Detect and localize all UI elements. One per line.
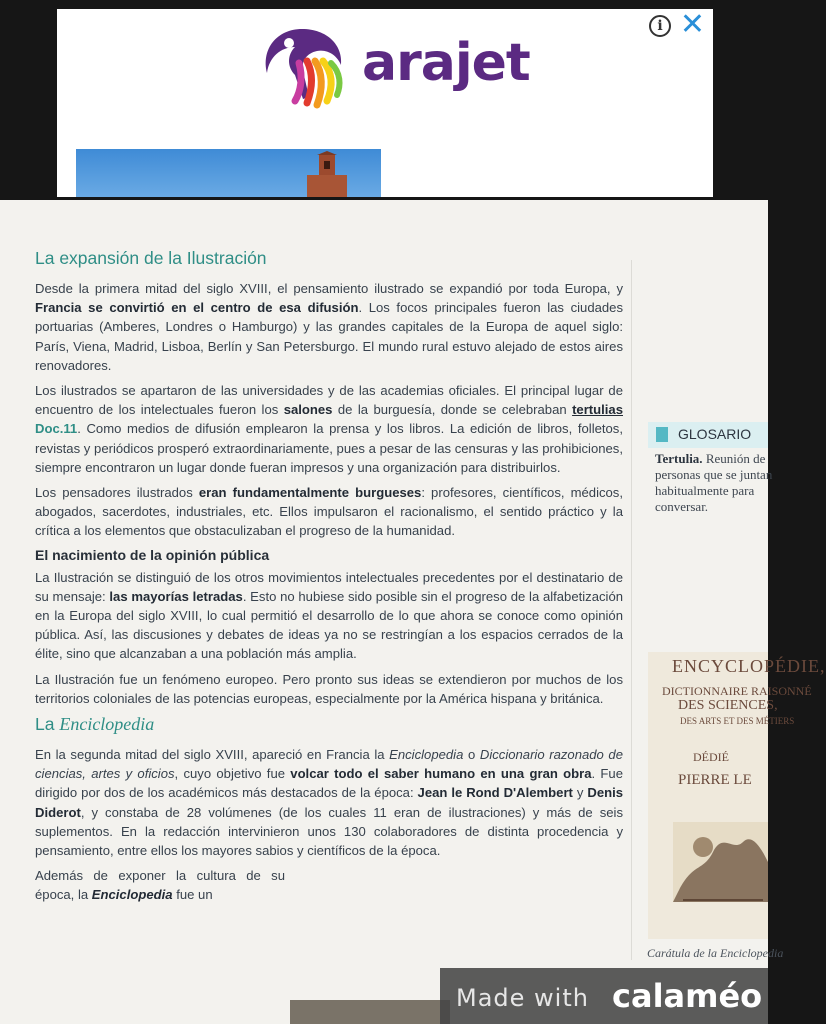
paragraph-partial <box>35 866 285 904</box>
section-title-emphasis: Enciclopedia <box>59 714 155 735</box>
text-run: . Como medios de difusión emplearon la prensa y los libros. La edición de libros, folletos, revistas y periódicos prosperó extraordinariamente, pues a pesar de las censuras y las prohibiciones, siempre encontraron un lugar donde fueran impresos y una organización para distribuirlos. <box>35 421 623 475</box>
encyclopedie-line: DICTIONNAIRE RAISONNÉ <box>662 684 812 698</box>
paragraph <box>35 279 623 375</box>
subsection-title-opinion: El nacimiento de la opinión pública <box>35 546 270 563</box>
text-run: Los pensadores ilustrados <box>35 485 199 501</box>
text-run: fue un <box>172 887 213 903</box>
encyclopedie-line: ENCYCLOPÉDIE, <box>672 656 826 676</box>
ad-banner[interactable] <box>57 9 713 197</box>
text-run: , y constaba de 28 volúmenes (de los cuales 11 eran de ilustraciones) y más de seis suplementos. En la redacción intervinieron unos 130 colaboradores de distinta procedencia y pensamiento, entre ellos los mayores sabios y científicos de la época. <box>35 804 623 859</box>
watermark-made-with: Made with <box>456 984 589 1012</box>
glossary-entry <box>655 451 785 515</box>
paragraph <box>35 745 623 860</box>
tower-photo-icon <box>297 151 357 197</box>
parrot-logo-icon <box>257 21 347 109</box>
column-divider <box>631 260 632 960</box>
text-run: Desde la primera mitad del siglo XVIII, el pensamiento ilustrado se expandió por toda Europa, y <box>35 281 623 296</box>
text-run: Los ilustrados se apartaron de las universidades y de las academias oficiales. El principal lugar de encuentro de los intelectuales fueron los <box>35 383 623 418</box>
bottom-illustration <box>290 1000 450 1024</box>
paragraph <box>35 483 623 541</box>
section-title-enciclopedia <box>35 714 623 735</box>
close-icon[interactable]: ✕ <box>679 7 705 42</box>
image-caption: Carátula de la Enciclopedia <box>647 946 784 960</box>
text-run: o <box>463 747 480 763</box>
paragraph <box>35 568 623 664</box>
info-icon[interactable]: i <box>649 15 671 37</box>
text-run: las mayorías letradas <box>109 588 243 604</box>
text-run: Además de exponer la cultura de su época, la <box>35 868 285 903</box>
ad-brand-name[interactable]: arajet <box>362 33 530 93</box>
text-run: eran fundamentalmente burgueses <box>198 485 422 501</box>
book-icon <box>656 427 668 442</box>
glossary-definition: Reunión de personas que se juntan habitualmente para conversar. <box>655 451 773 514</box>
text-run: . Esto no hubiese sido posible sin el progreso de la alfabetización en la Europa del siglo XVIII, lo cual permitió el desarrollo de lo que ahora se conoce como opinión pública. Así, las discusiones y debates de ideas ya no se restringían a los espacios cerrados de la élite, sino que alcanzaban a una población más amplia. <box>35 588 624 662</box>
text-run: Enciclopedia <box>91 887 173 903</box>
text-run: : profesores, científicos, médicos, abogados, sacerdotes, industriales, etc. Ellos impulsaron el racionalismo, el sentido práctico y la crítica a los elementos que obstaculizaban el progreso de la humanidad. <box>35 485 623 539</box>
text-run: tertulias <box>572 402 623 418</box>
paragraph <box>35 381 623 477</box>
text-run: La Ilustración fue un fenómeno europeo. Pero pronto sus ideas se extendieron por muchos de los territorios coloniales de las potencias europeas, especialmente por la América hispana y británica. <box>35 671 623 706</box>
text-run: de la burguesía, donde se celebraban <box>332 402 573 418</box>
encyclopedie-line: PIERRE LE <box>678 772 752 788</box>
text-run: , cuyo objetivo fue <box>174 766 291 782</box>
text-run: Jean le Rond D'Alembert <box>417 785 573 801</box>
main-column <box>35 248 623 911</box>
text-run: . Fue dirigido por dos de los académicos más destacados de la época: <box>35 766 623 801</box>
watermark-brand: calaméo <box>612 977 763 1015</box>
encyclopedie-line: DES SCIENCES, <box>678 698 778 713</box>
encyclopedie-line: DÉDIÉ <box>693 750 729 764</box>
text-run: volcar todo el saber humano en una gran obra <box>290 766 592 782</box>
section-title-expansion: La expansión de la Ilustración <box>35 248 267 268</box>
document-page <box>0 200 826 1024</box>
text-run: Denis Diderot <box>35 785 624 820</box>
paragraph <box>35 670 623 708</box>
text-run: La Ilustración se distinguió de los otros movimientos intelectuales precedentes por el destinatario de su mensaje: <box>35 569 623 604</box>
text-run: salones <box>283 402 333 418</box>
text-run: Enciclopedia <box>389 747 464 763</box>
encyclopedie-line: DES ARTS ET DES MÉTIERS <box>680 716 795 726</box>
text-run: En la segunda mitad del siglo XVIII, apareció en Francia la <box>35 747 390 763</box>
engraving-vignette-icon <box>673 822 768 902</box>
text-run: . Los focos principales fueron las ciudades portuarias (Amberes, Londres o Hamburgo) y las grandes capitales de la Europa de aquel siglo: París, Viena, Madrid, Lisboa, Berlín y San Petersburgo. El mundo rural estuvo alejado de estos aires renovadores. <box>35 300 623 373</box>
glossary-title: GLOSARIO <box>678 426 752 442</box>
text-run: y <box>572 785 588 801</box>
glossary-term: Tertulia. <box>655 451 703 466</box>
document-reference[interactable]: Doc.11 <box>35 421 78 437</box>
text-run: Francia se convirtió en el centro de esa difusión <box>35 300 359 316</box>
glossary-header <box>648 422 768 448</box>
text-run: Diccionario razonado de ciencias, artes y oficios <box>35 747 623 782</box>
calameo-watermark[interactable] <box>440 968 768 1024</box>
section-title-prefix: La <box>35 714 60 735</box>
encyclopedie-title-page-image <box>648 652 826 939</box>
